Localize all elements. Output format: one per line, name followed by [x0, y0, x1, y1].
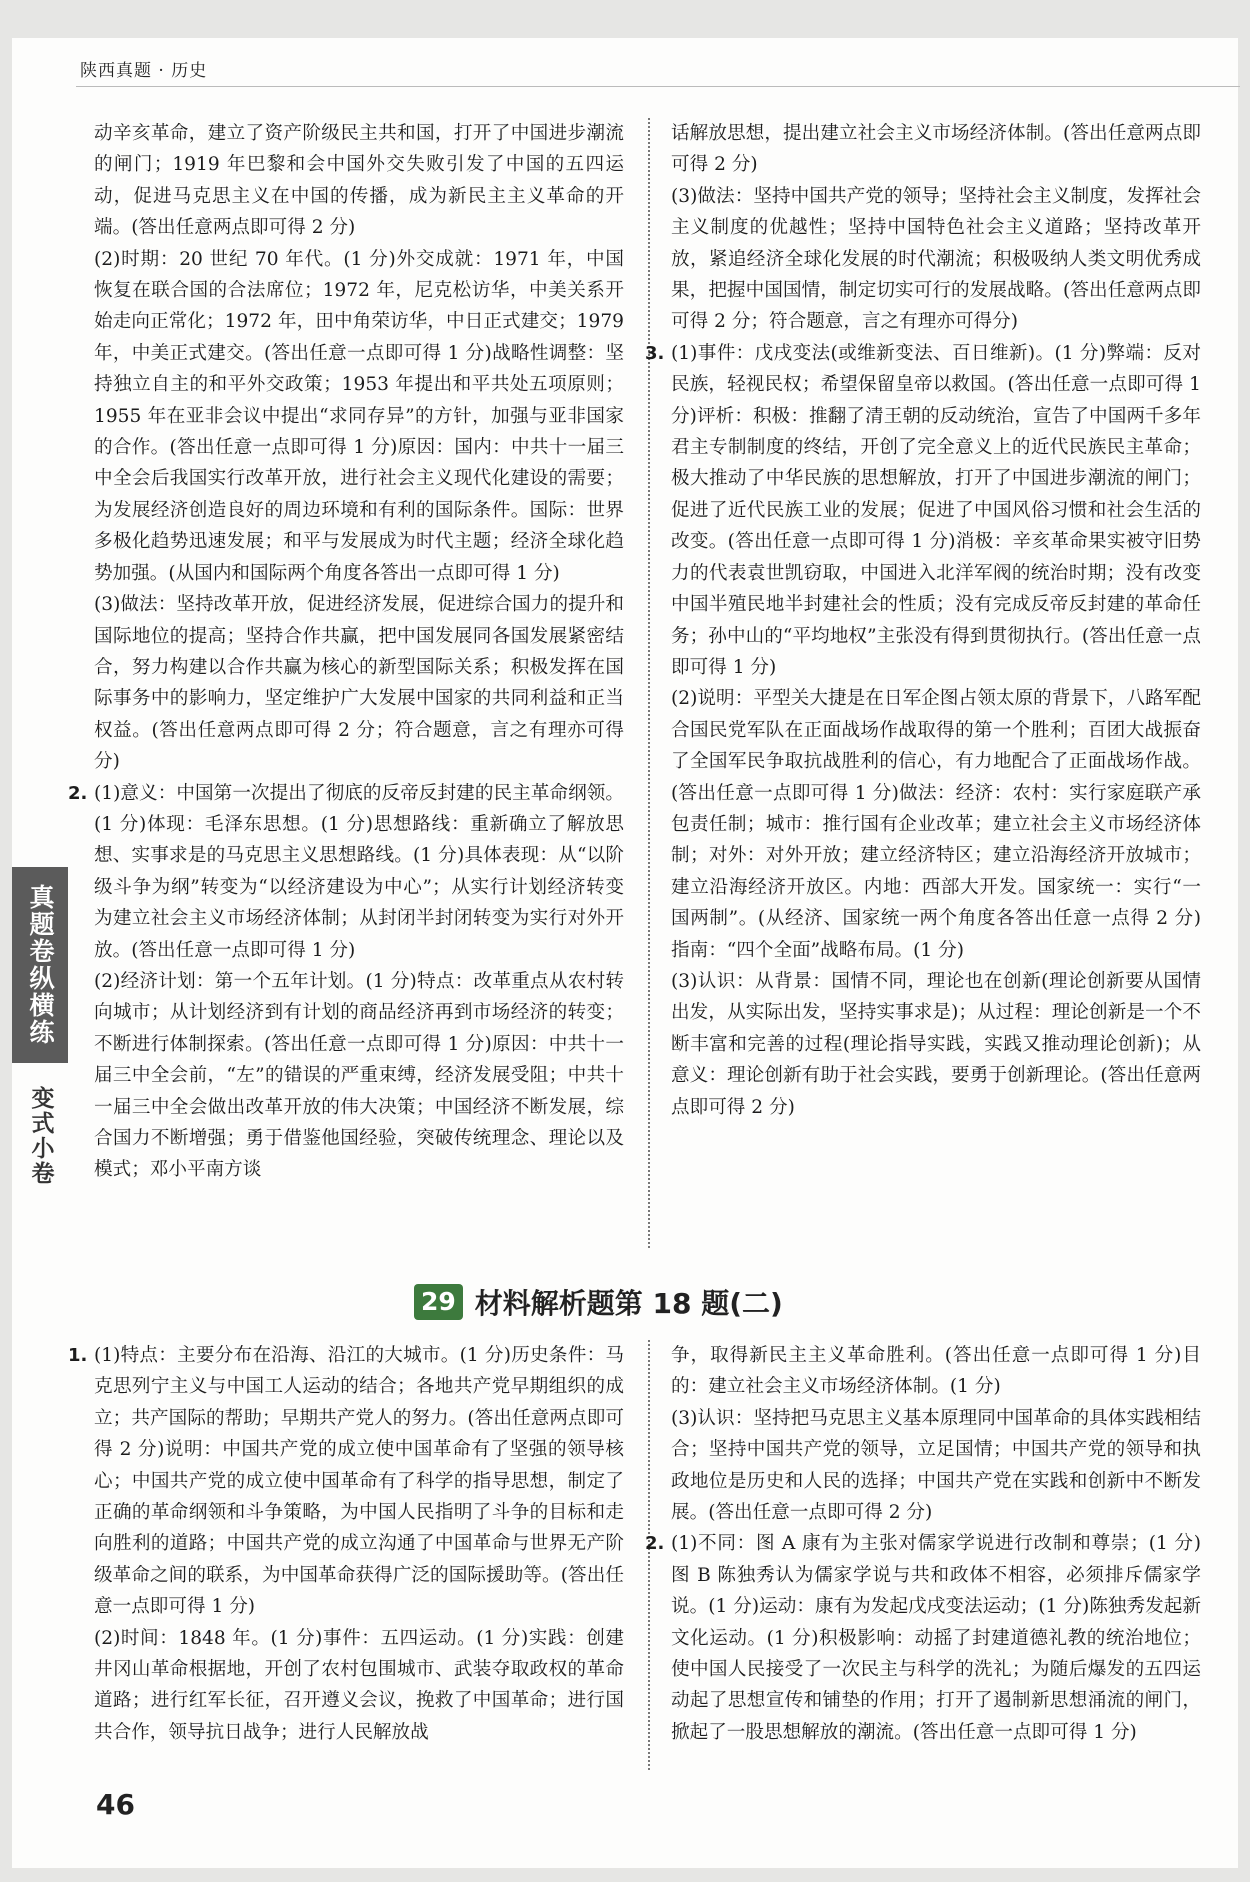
answer-text: (2)经济计划：第一个五年计划。(1 分)特点：改革重点从农村转向城市；从计划经济到有计划的商品经济再到市场经济的转变；不断进行体制探索。(答出任意一点即可得 1 分)原因：中共十一届三中全会前，“左”的错误的严重束缚，经济发展受阻；中共十一届三中全会做出改革开放的伟大决策；中国经济不断发展，综合国力不断增强；勇于借鉴他国经验，突破传统理念、理论以及模式；邓小平南方谈: [94, 970, 624, 1181]
answer-paragraph: [645, 338, 1201, 683]
answer-paragraph: [94, 966, 624, 1186]
question-number: 3.: [645, 342, 665, 364]
answer-text: (1)特点：主要分布在沿海、沿江的大城市。(1 分)历史条件：马克思列宁主义与中国工人运动的结合；各地共产党早期组织的成立；共产国际的帮助；早期共产党人的努力。(答出任意两点即可得 2 分)说明：中国共产党的成立使中国革命有了坚强的领导核心；中国共产党的成立使中国革命有了科学的指导思想，制定了正确的革命纲领和斗争策略，为中国人民指明了斗争的目标和走向胜利的道路；中国共产党的成立沟通了中国革命与世界无产阶级革命之间的联系，为中国革命获得广泛的国际援助等。(答出任意一点即可得 1 分): [94, 1345, 624, 1618]
answer-paragraph: [68, 778, 624, 966]
answer-text: 争，取得新民主主义革命胜利。(答出任意一点即可得 1 分)目的：建立社会主义市场经济体制。(1 分): [671, 1345, 1201, 1398]
page-number: 46: [96, 1788, 135, 1821]
answer-text: (2)时间：1848 年。(1 分)事件：五四运动。(1 分)实践：创建井冈山革命根据地，开创了农村包围城市、武装夺取政权的革命道路；进行红军长征，召开遵义会议，挽救了中国革命；进行国共合作，领导抗日战争；进行人民解放战: [94, 1627, 624, 1743]
bottom-left-column: [68, 1340, 624, 1748]
answer-text: (3)做法：坚持中国共产党的领导；坚持社会主义制度，发挥社会主义制度的优越性；坚持中国特色社会主义道路；坚持改革开放，紧追经济全球化发展的时代潮流；积极吸纳人类文明优秀成果，把握中国国情，制定切实可行的发展战略。(答出任意两点即可得 2 分；符合题意，言之有理亦可得分): [671, 185, 1201, 333]
answer-paragraph: [671, 118, 1201, 181]
question-number: 2.: [68, 782, 88, 804]
answer-paragraph: [94, 118, 624, 244]
answer-paragraph: [94, 589, 624, 777]
question-number: 2.: [645, 1533, 665, 1555]
section-number-badge: 29: [414, 1284, 463, 1320]
answer-paragraph: [94, 1623, 624, 1749]
side-tab-secondary: [12, 1070, 68, 1202]
header-rule: [76, 86, 1240, 87]
top-left-column: [68, 118, 624, 1186]
answer-text: (2)时期：20 世纪 70 年代。(1 分)外交成就：1971 年，中国恢复在联合国的合法席位；1972 年，尼克松访华，中美关系开始走向正常化；1972 年，田中角荣访华，中日正式建交；1979 年，中美正式建交。(答出任意一点即可得 1 分)战略性调整：坚持独立自主的和平外交政策；1953 年提出和平共处五项原则；1955 年在亚非会议中提出“求同存异”的方针，加强与亚非国家的合作。(答出任意一点即可得 1 分)原因：国内：中共十一届三中全会后我国实行改革开放，进行社会主义现代化建设的需要；为发展经济创造良好的周边环境和有利的国际条件。国际：世界多极化趋势迅速发展；和平与发展成为时代主题；经济全球化趋势加强。(从国内和国际两个角度各答出一点即可得 1 分): [94, 248, 624, 584]
side-tab-text: 真题卷纵横练: [26, 884, 55, 1046]
answer-text: (1)事件：戊戌变法(或维新变法、百日维新)。(1 分)弊端：反对民族，轻视民权；希望保留皇帝以救国。(答出任意一点即可得 1 分)评析：积极：推翻了清王朝的反动统治，宣告了中国两千多年君主专制制度的终结，开创了完全意义上的近代民族民主革命；极大推动了中华民族的思想解放，打开了中国进步潮流的闸门；促进了近代民族工业的发展；促进了中国风俗习惯和社会生活的改变。(答出任意一点即可得 1 分)消极：辛亥革命果实被守旧势力的代表袁世凯窃取，中国进入北洋军阀的统治时期；没有改变中国半殖民地半封建社会的性质；没有完成反帝反封建的革命任务；孙中山的“平均地权”主张没有得到贯彻执行。(答出任意一点即可得 1 分): [671, 342, 1201, 678]
answer-paragraph: [68, 1340, 624, 1623]
section-title-text: 材料解析题第 18 题(二): [474, 1287, 783, 1320]
answer-paragraph: [671, 1340, 1201, 1403]
answer-paragraph: [645, 1528, 1201, 1748]
answer-paragraph: [671, 181, 1201, 338]
answer-paragraph: [671, 1403, 1201, 1529]
answer-text: (3)认识：从背景：国情不同，理论也在创新(理论创新要从国情出发，从实际出发，坚持实事求是)；从过程：理论创新是一个不断丰富和完善的过程(理论指导实践，实践又推动理论创新)；从意义：理论创新有助于社会实践，要勇于创新理论。(答出任意两点即可得 2 分): [671, 970, 1201, 1118]
question-number: 1.: [68, 1345, 88, 1366]
side-tab-text: 变式小卷: [27, 1086, 54, 1186]
answer-text: 动辛亥革命，建立了资产阶级民主共和国，打开了中国进步潮流的闸门；1919 年巴黎和会中国外交失败引发了中国的五四运动，促进马克思主义在中国的传播，成为新民主主义革命的开端。(答出任意两点即可得 2 分): [94, 123, 624, 239]
top-right-column: [645, 118, 1201, 1123]
running-header: 陕西真题 · 历史: [80, 61, 208, 81]
answer-text: (2)说明：平型关大捷是在日军企图占领太原的背景下，八路军配合国民党军队在正面战场作战取得的第一个胜利；百团大战振奋了全国军民争取抗战胜利的信心，有力地配合了正面战场作战。(答出任意一点即可得 1 分)做法：经济：农村：实行家庭联产承包责任制；城市：推行国有企业改革；建立社会主义市场经济体制；对外：对外开放；建立经济特区；建立沿海经济开放城市；建立沿海经济开放区。内地：西部大开发。国家统一：实行“一国两制”。(从经济、国家统一两个角度各答出任意一点得 2 分)指南：“四个全面”战略布局。(1 分): [671, 688, 1201, 961]
answer-paragraph: [94, 244, 624, 589]
bottom-right-column: [645, 1340, 1201, 1748]
answer-paragraph: [671, 683, 1201, 966]
answer-text: (3)做法：坚持改革开放，促进经济发展，促进综合国力的提升和国际地位的提高；坚持合作共赢，把中国发展同各国发展紧密结合，努力构建以合作共赢为核心的新型国际关系；积极发挥在国际事务中的影响力，坚定维护广大发展中国家的共同利益和正当权益。(答出任意两点即可得 2 分；符合题意，言之有理亦可得分): [94, 594, 624, 773]
answer-paragraph: [671, 966, 1201, 1123]
column-divider-top: [648, 118, 650, 1248]
section-heading: [414, 1283, 783, 1321]
answer-text: (1)意义：中国第一次提出了彻底的反帝反封建的民主革命纲领。(1 分)体现：毛泽东思想。(1 分)思想路线：重新确立了解放思想、实事求是的马克思主义思想路线。(1 分)具体表现：从“以阶级斗争为纲”转变为“以经济建设为中心”；从实行计划经济转变为建立社会主义市场经济体制；从封闭半封闭转变为实行对外开放。(答出任意一点即可得 1 分): [94, 782, 624, 961]
answer-text: (3)认识：坚持把马克思主义基本原理同中国革命的具体实践相结合；坚持中国共产党的领导，立足国情；中国共产党的领导和执政地位是历史和人民的选择；中国共产党在实践和创新中不断发展。(答出任意一点即可得 2 分): [671, 1407, 1201, 1524]
answer-text: 话解放思想，提出建立社会主义市场经济体制。(答出任意两点即可得 2 分): [671, 123, 1201, 176]
answer-text: (1)不同：图 A 康有为主张对儒家学说进行改制和尊崇；(1 分)图 B 陈独秀认为儒家学说与共和政体不相容，必须排斥儒家学说。(1 分)运动：康有为发起戊戌变法运动；(1 分)陈独秀发起新文化运动。(1 分)积极影响：动摇了封建道德礼教的统治地位；使中国人民接受了一次民主与科学的洗礼；为随后爆发的五四运动起了思想宣传和铺垫的作用；打开了遏制新思想涌流的闸门，掀起了一股思想解放的潮流。(答出任意一点即可得 1 分): [671, 1533, 1201, 1743]
side-tab-primary: [12, 867, 68, 1063]
